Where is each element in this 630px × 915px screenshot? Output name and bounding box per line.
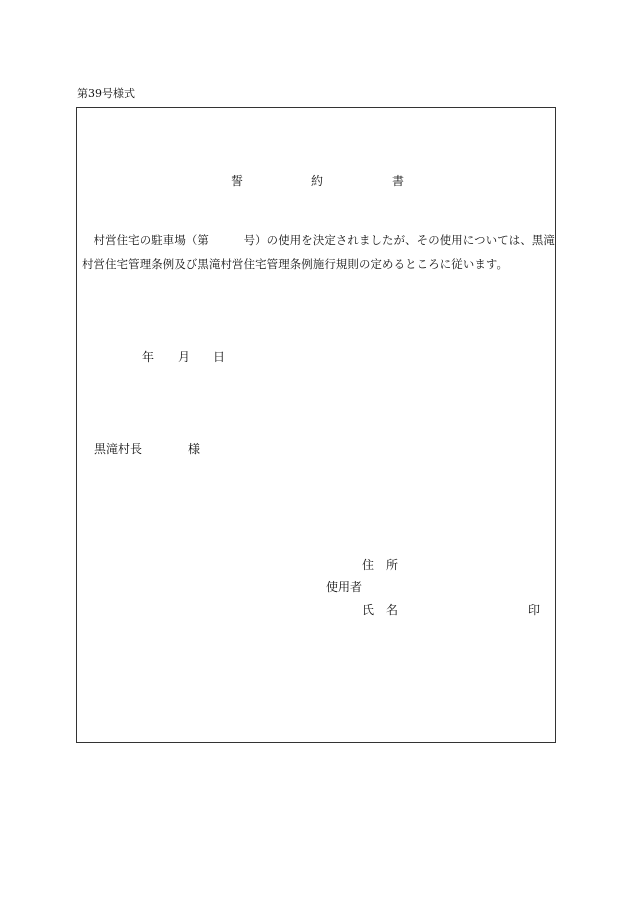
title-char-1: 誓 [231, 174, 244, 188]
body-text-line-2: 村営住宅管理条例及び黒滝村営住宅管理条例施行規則の定めるところに従います。 [82, 257, 509, 271]
seal-mark: 印 [528, 603, 541, 617]
pledge-form-frame [76, 107, 556, 743]
date-month-label: 月 [178, 350, 191, 364]
date-day-label: 日 [213, 350, 226, 364]
addressee-honorific: 様 [188, 442, 201, 456]
title-char-2: 約 [311, 174, 324, 188]
title-char-3: 書 [392, 174, 405, 188]
form-number: 第39号様式 [77, 87, 135, 100]
addressee-name: 黒滝村長 [94, 442, 143, 456]
body-text-line-1: 村営住宅の駐車場（第 号）の使用を決定されましたが、その使用については、黒滝 [82, 233, 555, 247]
name-label: 氏 名 [362, 603, 399, 617]
user-label: 使用者 [326, 580, 363, 594]
date-year-label: 年 [142, 350, 155, 364]
address-label: 住 所 [362, 558, 399, 572]
